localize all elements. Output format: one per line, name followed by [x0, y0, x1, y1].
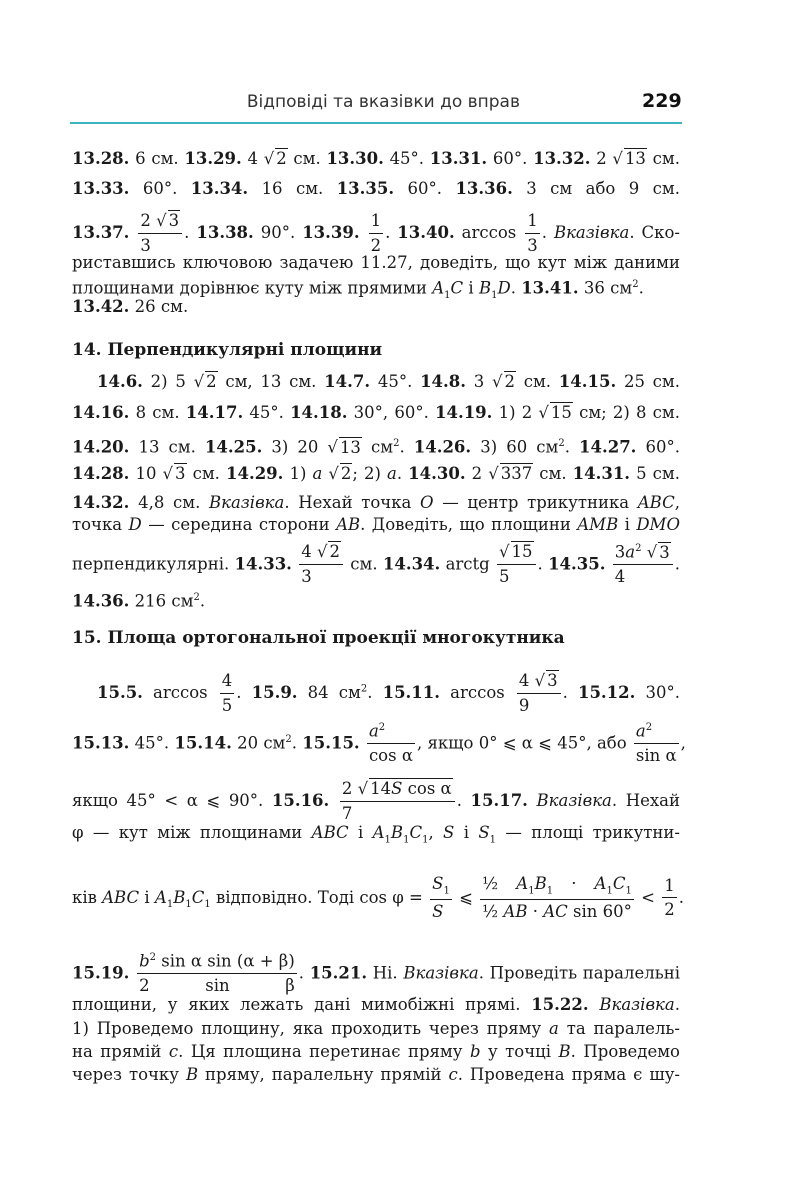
section-heading: 15. Площа ортогональної проекції многокутника — [72, 628, 565, 648]
answer-line: через точку B пряму, паралельну прямій c. Проведена пряма є шу- — [72, 1065, 681, 1084]
answer-line: 13.37. $\frac{2 √ 3}{3}$ . 13.38. 90°. 13.39. $\frac{1}{2}$ . 13.40. arccos $\frac{1}{3}$ . Вказівка. Ско- — [72, 211, 680, 255]
answer-line: 14.20. 13 см. 14.25. 3) 20 √ 13 $см^2$. 14.26. 3) 60 $см^2$. 14.27. 60°. — [72, 437, 680, 457]
answer-line: 14.6. 2) 5 √ 2 см, 13 см. 14.7. 45°. 14.8. 3 √ 2 см. 14.15. 25 см. — [97, 372, 681, 391]
header-rule — [70, 122, 682, 124]
running-header-title: Відповіді та вказівки до вправ — [246, 92, 520, 112]
answer-line: площинами дорівнює куту між прямими $A_1C$ і $B_1D$. 13.41. 36 $см^2$. — [72, 278, 644, 301]
answer-line: перпендикулярні. 14.33. $\frac{4 √ 2}{3}$ см. 14.34. arctg $\frac{√ 15}{5}$ . 14.35. $\frac{3a^2 √ 3}{4}$ . — [72, 542, 680, 586]
answer-line: риставшись ключовою задачею 11.27, доведіть, що кут між даними — [72, 253, 680, 272]
answer-line: точка D — середина сторони AB. Доведіть, що площини AMB і DMO — [72, 515, 680, 534]
answer-line: якщо 45° < α ⩽ 90°. 15.16. $\frac{\text{2 √ 14S cos α}}{7}$ . 15.17. Вказівка. Нехай — [72, 779, 680, 823]
answer-line: 13.42. 26 см. — [72, 297, 189, 316]
answer-line: 1) Проведемо площину, яка проходить через пряму a та паралель- — [72, 1019, 680, 1038]
answer-line: 14.32. 4,8 см. Вказівка. Нехай точка O — центр трикутника ABC, — [72, 493, 680, 512]
answer-line: площини, у яких лежать дані мимобіжні прямі. 15.22. Вказівка. — [72, 995, 680, 1014]
answer-line: 13.33. 60°. 13.34. 16 см. 13.35. 60°. 13.36. 3 см або 9 см. — [72, 179, 680, 198]
answer-line: 15.5. arccos $\frac{4}{5}$ . 15.9. 84 $см^2$. 15.11. arccos $\frac{4 √ 3}{9}$ . 15.12. 30°. — [97, 671, 680, 715]
answer-line: на прямій c. Ця площина перетинає пряму b у точці B. Проведемо — [72, 1042, 680, 1061]
answer-line: 15.13. 45°. 15.14. 20 $см^2$. 15.15. $\frac{a^2}{\text{cos α}}$ , якщо 0° ⩽ α ⩽ 45°, або $\frac{a^2}{\text{sin α}}$ , — [72, 721, 686, 765]
answer-line: 15.19. $\frac{b^2 \sin \alpha \sin (\alpha + \beta)}{\text{2 sin β}}$ . 15.21. Ні. Вказівка. Проведіть паралельні — [72, 951, 680, 995]
answer-line: 13.28. 6 см. 13.29. 4 √ 2 см. 13.30. 45°. 13.31. 60°. 13.32. 2 √ 13 см. — [72, 149, 680, 168]
answer-line: 14.16. 8 см. 14.17. 45°. 14.18. 30°, 60°. 14.19. 1) 2 √ 15 см; 2) 8 см. — [72, 403, 681, 422]
section-heading: 14. Перпендикулярні площини — [72, 340, 383, 360]
answer-line: ків ABC і $A_1B_1C_1$ відповідно. Тоді cos φ = $\frac{S_1}{S}$ ⩽ $\frac{\frac{1}{2} A_1B_1 \cdot A_1C_1}{\text{½ AB · AC sin 60°}}$ < $\frac{1}{2}$ . — [72, 874, 684, 922]
answer-line: φ — кут між площинами ABC і $A_1B_1C_1$, S і $S_1$ — площі трикутни- — [72, 823, 680, 846]
answer-line: 14.36. 216 $см^2$. — [72, 591, 206, 611]
page-number: 229 — [642, 90, 682, 112]
answer-line: 14.28. 10 √ 3 см. 14.29. 1) a √ 2; 2) a. 14.30. 2 √ 337 см. 14.31. 5 см. — [72, 464, 680, 483]
